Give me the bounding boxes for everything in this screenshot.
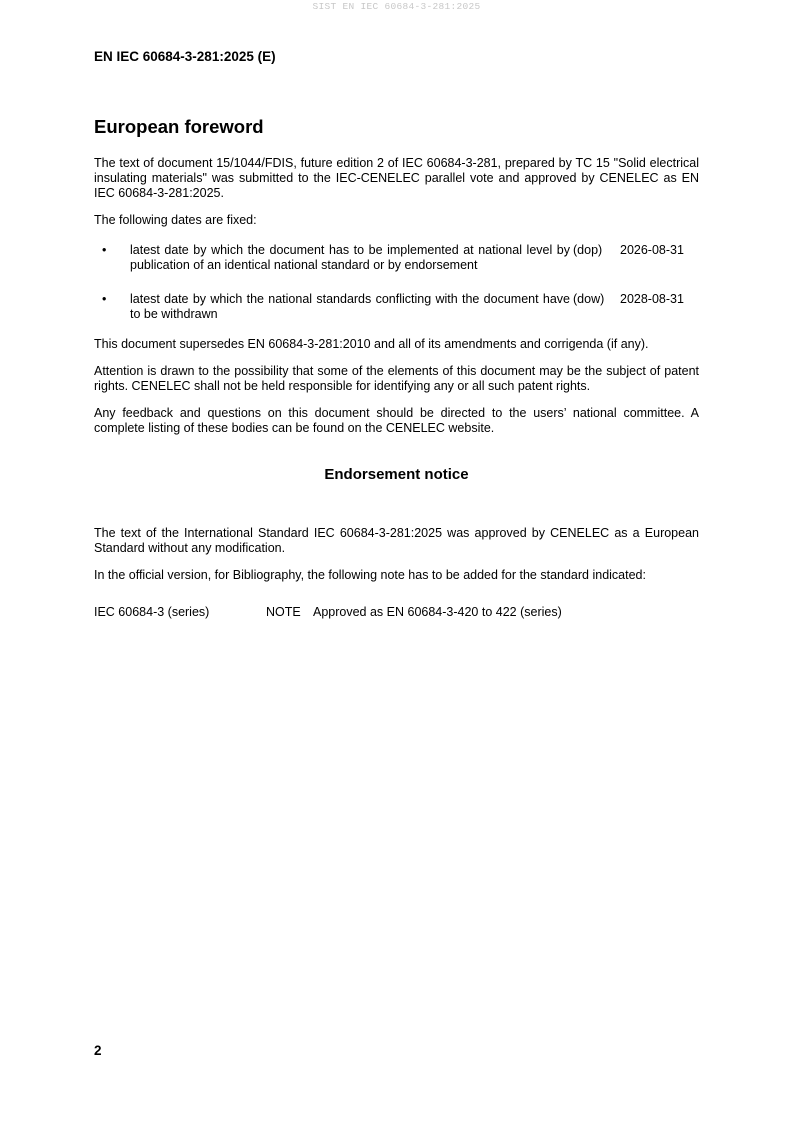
supersedes-paragraph: This document supersedes EN 60684-3-281:2010 and all of its amendments and corrigenda (if any). [94,337,649,351]
note-label: NOTE [266,605,301,619]
foreword-intro: The text of document 15/1044/FDIS, future edition 2 of IEC 60684-3-281, prepared by TC 15 "Solid electrical insulating materials" was submitted to the IEC-CENELEC parallel vote and approved by CENELEC as EN IEC 60684-3-281:2025. [94,156,699,200]
bibliography-intro: In the official version, for Bibliography, the following note has to be added for the standard indicated: [94,568,646,582]
date-item-dop [94,243,699,275]
bibliography-entry [94,605,699,620]
note-text: Approved as EN 60684-3-420 to 422 (series) [313,605,562,619]
patent-paragraph: Attention is drawn to the possibility that some of the elements of this document may be the subject of patent rights. CENELEC shall not be held responsible for identifying any or all such patent rights. [94,364,699,393]
endorsement-text: The text of the International Standard IEC 60684-3-281:2025 was approved by CENELEC as a European Standard without any modification. [94,526,699,555]
date-value: 2028-08-31 [620,292,684,306]
feedback-paragraph: Any feedback and questions on this document should be directed to the users’ national committee. A complete listing of these bodies can be found on the CENELEC website. [94,406,699,435]
document-identifier: EN IEC 60684-3-281:2025 (E) [94,49,276,64]
date-description: latest date by which the national standards conflicting with the document have to be withdrawn [130,292,570,321]
page-content [94,116,699,620]
foreword-title: European foreword [94,116,264,137]
dates-intro: The following dates are fixed: [94,213,257,227]
date-value: 2026-08-31 [620,243,684,257]
watermark: SIST EN IEC 60684-3-281:2025 [312,1,481,12]
bullet-icon: • [102,243,107,257]
dates-list [94,243,699,324]
date-item-dow [94,292,699,324]
date-description: latest date by which the document has to be implemented at national level by publication of an identical national standard or by endorsement [130,243,570,272]
bibliography-reference: IEC 60684-3 (series) [94,605,210,619]
endorsement-title: Endorsement notice [324,466,469,483]
date-abbreviation: (dow) [573,292,605,306]
date-abbreviation: (dop) [573,243,603,257]
bullet-icon: • [102,292,107,306]
page-number: 2 [94,1043,102,1058]
